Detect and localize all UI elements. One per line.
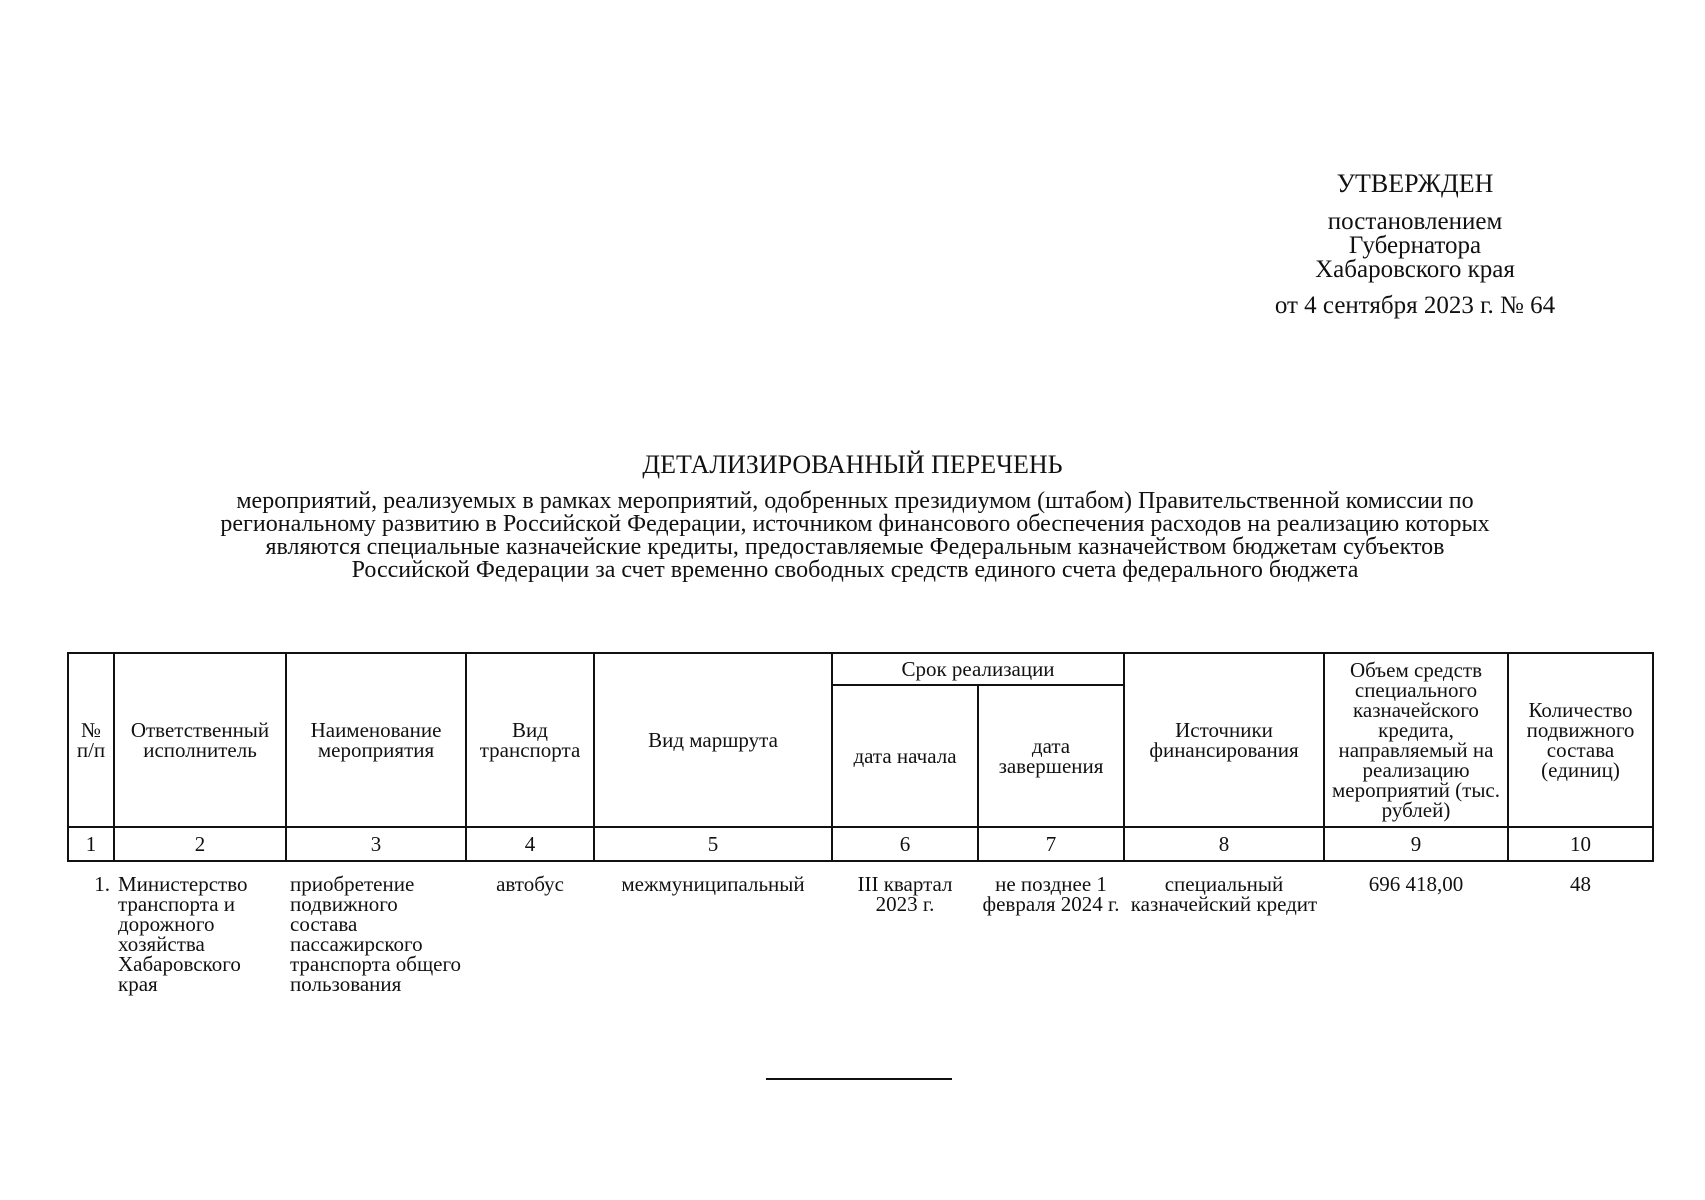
header-volume: Объем средств специального казначейского кредита, направляемый на реализацию мероприятий (тыс. рублей) [1324,653,1508,827]
column-number: 8 [1124,827,1324,861]
row-volume: 696 418,00 [1368,872,1464,896]
column-number: 3 [286,827,466,861]
approval-line-3: Хабаровского края [1315,256,1515,283]
header-start: дата начала [832,685,978,827]
approval-date: от 4 сентября 2023 г. № 64 [1274,292,1556,319]
row-end: не позднее 1 февраля 2024 г. [982,872,1120,916]
approval-line-2: Губернатора [1348,232,1482,259]
header-quantity: Количество подвижного состава (единиц) [1508,653,1653,827]
column-number: 4 [466,827,594,861]
row-quantity: 48 [1570,872,1591,896]
header-period: Срок реализации [832,653,1124,685]
column-number: 5 [594,827,832,861]
subtitle-line: мероприятий, реализуемых в рамках мероприятий, одобренных президиумом (штабом) Правительственной комиссии по [236,488,1474,514]
subtitle-line: региональному развитию в Российской Федерации, источником финансового обеспечения расходов на реализацию которых [220,511,1490,537]
document-subtitle [95,490,1615,582]
column-number: 1 [68,827,114,861]
row-event: приобретение подвижного состава пассажирского транспорта общего пользования [290,872,462,996]
header-end: дата завершения [978,685,1124,827]
row-start: III квартал 2023 г. [857,872,953,916]
column-number: 10 [1508,827,1653,861]
column-number: 6 [832,827,978,861]
header-sources: Источники финансирования [1124,653,1324,827]
column-number: 7 [978,827,1124,861]
header-executor: Ответственный исполнитель [114,653,286,827]
column-number: 9 [1324,827,1508,861]
events-table [67,652,1654,994]
row-route: межмуниципальный [621,872,805,896]
header-route: Вид маршрута [594,653,832,827]
row-num: 1. [94,872,110,896]
row-sources: специальный казначейский кредит [1130,872,1318,916]
row-transport: автобус [496,872,564,896]
subtitle-line: Российской Федерации за счет временно свободных средств единого счета федерального бюджета [351,557,1359,583]
row-executor: Министерство транспорта и дорожного хозяйства Хабаровского края [118,872,248,996]
header-num: № п/п [68,653,114,827]
approval-line-1: постановлением [1327,208,1503,235]
header-event: Наименование мероприятия [286,653,466,827]
column-number: 2 [114,827,286,861]
subtitle-line: являются специальные казначейские кредиты, предоставляемые Федеральным казначейством бюджетам субъектов [265,534,1445,560]
header-transport: Вид транспорта [466,653,594,827]
approval-heading: УТВЕРЖДЕН [1336,169,1494,198]
document-title: ДЕТАЛИЗИРОВАННЫЙ ПЕРЕЧЕНЬ [642,450,1063,479]
table-row [68,861,1653,994]
approval-stamp [1240,169,1590,319]
closing-divider [766,1078,952,1080]
